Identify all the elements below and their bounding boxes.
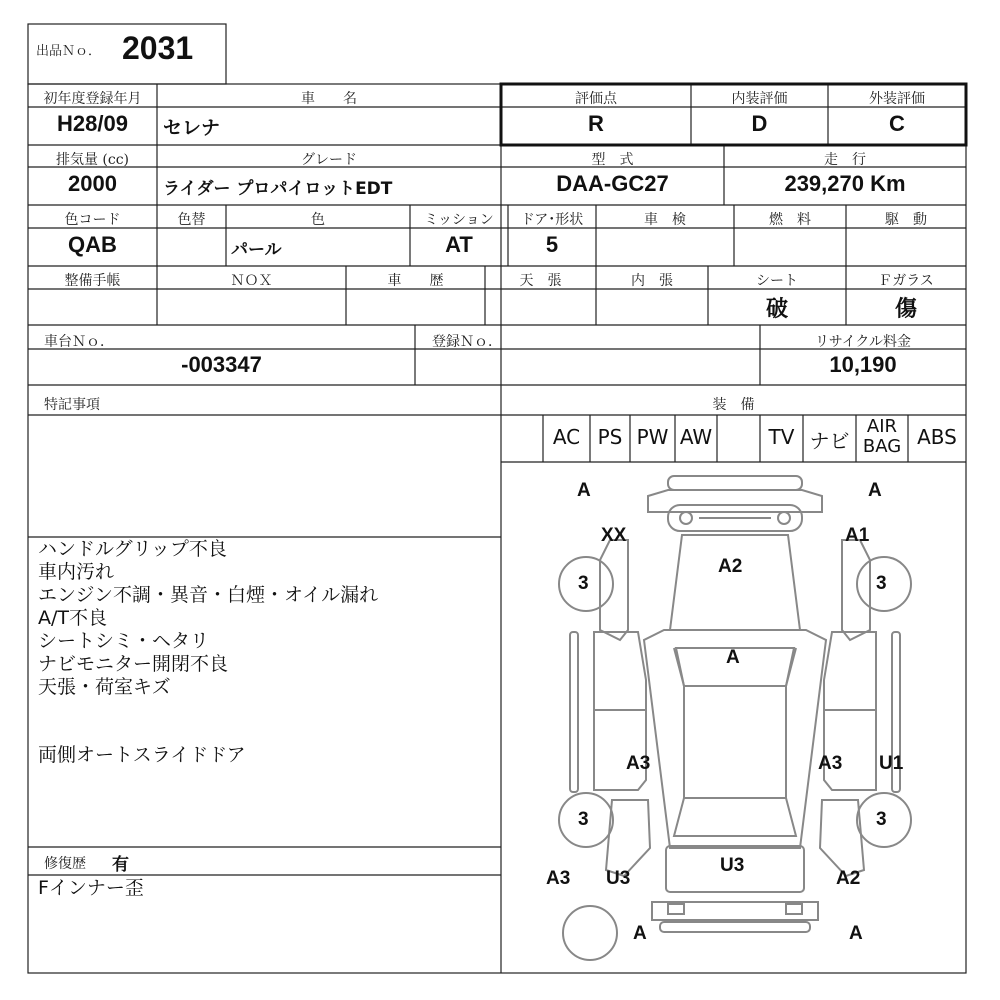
note-line-6: ナビモニター開閉不良 [38,653,229,675]
damage-rear-left-u3: U3 [606,868,631,889]
damage-front-left: A [577,480,591,501]
damage-front-right: A [868,480,882,501]
seat-value: 破 [765,296,788,321]
roof [684,686,786,798]
seat-label: シート [756,273,798,289]
damage-left-front-tire: 3 [578,573,589,594]
exterior-label: 外装評価 [869,91,925,107]
left-front-fender [600,540,628,640]
score-value: R [588,111,604,136]
lot-label: 出品Ｎｏ． [36,44,102,59]
color-code-label: 色コード [64,212,121,228]
damage-rear-bumper-right: A [849,923,863,944]
note-line-2: 車内汚れ [38,561,115,583]
service-label: 整備手帳 [64,273,121,289]
glass-label: Ｆガラス [878,273,934,289]
displacement-value: 2000 [68,171,117,196]
equip-tv: TV [768,425,795,449]
color-label: 色 [311,212,325,228]
doors-value: 5 [545,232,559,257]
equip-aw: AW [679,425,713,449]
color-code-value: QAB [68,232,117,257]
damage-left-fender: XX [601,525,627,546]
car-name-label: 車 名 [301,91,357,107]
damage-roof: A [726,647,740,668]
repair-detail: Fインナー歪 [38,877,144,899]
spare-tire [563,906,617,960]
note-extra: 両側オートスライドドア [38,744,246,766]
left-step [570,632,578,792]
model-value: DAA-GC27 [556,171,669,196]
front-bumper [648,490,822,512]
damage-left-rear-tire: 3 [578,809,589,830]
notes-label: 特記事項 [44,397,100,413]
fuel-label: 燃 料 [769,212,811,228]
damage-right-front-tire: 3 [876,573,887,594]
chassis-label: 車台Ｎｏ． [44,334,114,350]
equip-ac: AC [552,425,581,449]
right-front-fender [842,540,870,640]
history-label: 車 歴 [387,273,444,289]
transmission-label: ミッション [424,212,494,228]
repaint-label: 色替 [177,212,206,228]
equipment-label: 装 備 [712,397,755,413]
equip-abs: ABS [917,425,957,449]
displacement-label: 排気量 (cc) [55,152,130,168]
reg-label: 登録Ｎｏ． [432,334,502,350]
score-label: 評価点 [575,91,617,107]
note-line-3: エンジン不調・異音・白煙・オイル漏れ [38,584,379,606]
damage-left-side: A3 [626,753,651,774]
grade-value: ライダー プロパイロットEDT [163,179,393,199]
nox-label: ＮＯＸ [230,273,273,289]
model-label: 型 式 [591,152,634,168]
first-reg-label: 初年度登録年月 [43,91,142,107]
repair-label: 修復歴 [44,856,86,872]
note-line-7: 天張・荷室キズ [38,676,171,698]
interior-label: 内装評価 [731,91,788,107]
lining-label: 内 張 [631,273,673,289]
mileage-label: 走 行 [824,152,866,168]
hood [670,535,800,630]
equip-navi: ナビ [809,429,850,453]
damage-right-side-u: U1 [879,753,904,774]
equip-airbag-bottom: BAG [862,436,902,457]
recycle-value: 10,190 [829,352,897,377]
doors-label: ドア･形状 [520,212,584,228]
damage-rear-left-a3: A3 [546,868,571,889]
drive-label: 駆 動 [885,212,927,228]
note-line-1: ハンドルグリップ不良 [38,538,227,560]
repair-value: 有 [112,855,129,875]
damage-right-fender: A1 [845,525,870,546]
front-bumper-top [668,476,802,490]
damage-hood: A2 [718,556,743,577]
exterior-value: C [889,111,905,136]
rear-window [674,798,796,836]
grade-label: グレード [301,152,357,168]
transmission-value: AT [445,232,473,257]
damage-rear-center: U3 [720,855,745,876]
note-line-4: A/T不良 [38,607,108,629]
recycle-label: リサイクル料金 [814,334,912,350]
car-name-value: セレナ [163,117,221,139]
first-reg-value: H28/09 [57,111,128,136]
damage-rear-bumper-left: A [633,923,647,944]
damage-right-side: A3 [818,753,843,774]
lot-number: 2031 [122,30,194,66]
equip-airbag-top: AIR [866,416,898,437]
note-line-5: シートシミ・ヘタリ [38,630,210,652]
mileage-value: 239,270 Km [784,171,906,196]
equip-ps: PS [597,425,623,449]
interior-value: D [751,111,768,136]
equip-pw: PW [636,425,669,449]
damage-rear-right: A2 [836,868,861,889]
inspection-label: 車 検 [644,212,686,228]
damage-right-rear-tire: 3 [876,809,887,830]
chassis-value: -003347 [181,352,262,377]
sunroof-label: 天 張 [519,273,562,289]
glass-value: 傷 [894,296,917,321]
color-value: パール [231,240,282,260]
